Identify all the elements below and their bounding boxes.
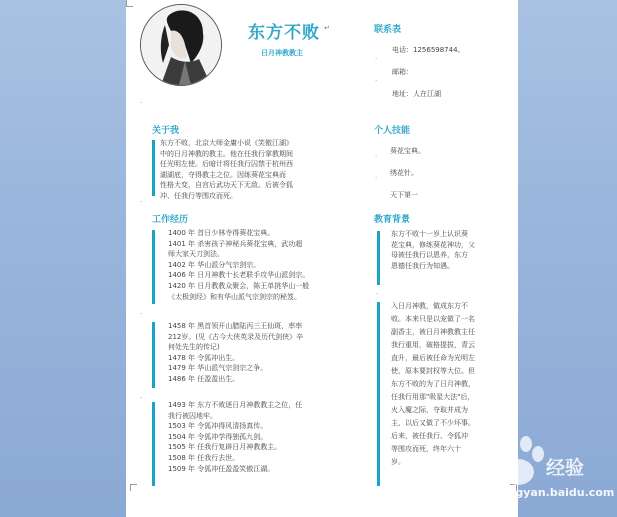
work-entry: 1406 年 日月神教十长老联手攻华山派剑宗。 [168,271,310,280]
education-line: 等围攻而死，终年六十 [391,445,461,453]
education-line: 主，以后又做了不少坏事。 [391,419,475,427]
about-line: 中的日月神教的教主。他在任我行掌教期间 [160,149,293,158]
skill-item: 葵花宝典。 [390,147,425,155]
about-text [160,138,293,202]
education-accent-bar-2 [377,302,380,486]
profile-photo [140,4,222,86]
paragraph-mark: ↵ [324,24,330,32]
work-accent-bar-2 [152,322,155,388]
work-entry: 1509 年 令狐冲任盈盈笑傲江湖。 [168,464,275,473]
resume-name: 东方不败 [248,23,320,43]
paragraph-mark: · [140,394,143,402]
education-line: 火入魔之际，夺取并成为 [391,406,468,414]
paragraph-mark: · [140,99,143,107]
paragraph-mark: · [376,290,379,298]
about-accent-bar [152,140,155,196]
work-entry: 1478 年 令狐冲出生。 [168,353,240,362]
contact-email: 邮箱： [392,68,413,76]
paragraph-mark: · [375,174,378,182]
crop-mark-bottom-left [130,484,137,491]
work-heading: 工作经历 [152,215,189,225]
education-line: 母被任我行以恩养，东方 [391,251,468,260]
work-entry: 1504 年 令狐冲学得独孤九剑。 [168,432,268,441]
paragraph-mark: · [375,55,378,63]
work-group-3 [168,400,302,474]
education-line: 东方不败的为了日月神教， [391,380,475,388]
paragraph-mark: · [375,77,378,85]
education-group-2 [391,300,475,469]
paragraph-mark: · [140,198,143,206]
about-line: 湖湖底，夺得教主之位。因练葵花宝典而 [160,170,286,179]
work-entry: 我行被囚地牢。 [168,411,217,420]
work-entry: 1420 年 日月教教众聚会，陈王单挑华山一般 [168,281,310,290]
skills-lines [390,140,425,206]
work-entry: 1493 年 东方不败逐日月神教教主之位，任 [168,401,303,409]
education-line: 花宝典，修练葵花神功，父 [391,240,475,249]
paragraph-mark: · [375,152,378,160]
skill-item: 绣花针。 [390,169,418,177]
education-accent-bar-1 [377,231,380,285]
contact-lines [392,39,465,105]
work-entry: 1400 年 首日少林寺得葵花宝典。 [168,229,275,237]
education-line: 入日月神教，做成东方不 [391,302,468,310]
contact-address: 地址：人在江湖 [392,90,441,98]
education-line: 直升，最后被任命为光明左 [391,354,475,362]
about-line: 冲、任我行等围攻而死。 [160,191,237,200]
contact-heading: 联系表 [374,25,402,35]
about-line: 东方不败，北京大师金庸小说《笑傲江湖》 [160,139,293,147]
education-line: 败。本来只是以宠做了一名 [391,315,475,323]
work-entry: 1401 年 杀害孩子神秘兵葵花宝典，武功超 [168,239,303,248]
education-line: 东方不败十一岁上认识葵 [391,230,468,238]
education-line: 恩德任我行为知遇。 [391,261,454,270]
work-accent-bar-1 [152,230,155,304]
work-entry: 1402 年 华山派分气宗剑宗。 [168,260,261,269]
work-entry: 212岁。(见《古今大侠英录及历代剑侠》辛 [168,332,304,341]
watermark-url: jingyan.baidu.com [500,486,615,499]
education-line: 任我行用那"吸星大法"后， [391,393,475,401]
paragraph-mark: · [140,310,143,318]
education-heading: 教育背景 [374,215,411,225]
education-group-1 [391,229,475,271]
work-entry: 何处先生的传记) [168,343,220,352]
work-entry: 1479 年 华山派气宗剑宗之争。 [168,364,268,373]
contact-phone: 电话：1256598744。 [392,46,465,54]
education-line: 我行重用，破格提拔，青云 [391,341,475,349]
work-group-1 [168,228,309,302]
work-entry: 1458 年 黑首领开山腊陆丙三王仙斑，率率 [168,322,303,330]
work-accent-bar-3 [152,402,155,486]
skill-item: 天下第一 [390,191,418,199]
work-entry: 1508 年 任我行去世。 [168,453,240,462]
work-entry: 1503 年 令狐冲得风清扬真传。 [168,422,268,431]
about-line: 性格大变，自宫后武功天下无敌。后被令狐 [160,181,293,190]
resume-subtitle: 日月神教教主 [261,49,303,57]
watermark-text: 经验 [546,457,585,479]
work-entry: 1486 年 任盈盈出生。 [168,374,240,383]
crop-mark-top-left [126,0,133,7]
work-entry: 《太极剑经》和有华山派气宗剑宗的秘笈。 [168,292,301,301]
education-line: 副香主，被日月神教教主任 [391,328,475,336]
about-line: 任光明左使。后暗计将任我行囚禁于杭州西 [160,160,293,169]
skills-heading: 个人技能 [374,126,411,136]
work-group-2 [168,321,303,385]
education-line: 后来，被任我行、令狐冲 [391,432,468,440]
about-heading: 关于我 [152,126,180,136]
work-entry: 1505 年 任我行复辟日月神教教主。 [168,443,282,452]
education-line: 岁。 [391,458,405,466]
education-line: 使，原本要封权等大位。但 [391,367,475,375]
work-entry: 师大家天刀剑法。 [168,250,224,259]
